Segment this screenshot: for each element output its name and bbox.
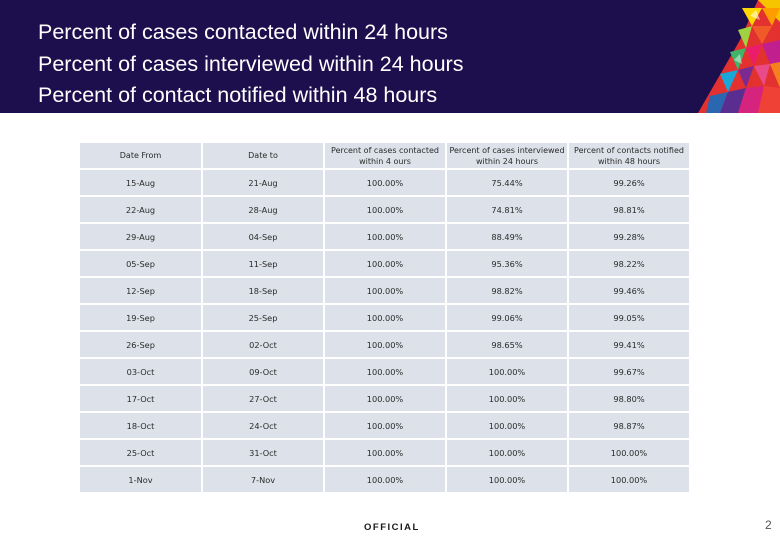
table-row	[80, 278, 689, 303]
official-label: OFFICIAL	[364, 522, 420, 533]
table-cell: 98.80%	[569, 386, 689, 411]
table-cell: 26-Sep	[80, 332, 201, 357]
table-cell: 27-Oct	[203, 386, 323, 411]
title-line-interviewed: Percent of cases interviewed within 24 hours	[38, 51, 464, 76]
table-cell: 100.00%	[447, 359, 567, 384]
table-cell: 100.00%	[569, 440, 689, 465]
table-cell: 99.41%	[569, 332, 689, 357]
table-cell: 95.36%	[447, 251, 567, 276]
table-cell: 29-Aug	[80, 224, 201, 249]
table-cell: 99.06%	[447, 305, 567, 330]
table-cell: 100.00%	[447, 467, 567, 492]
table-cell: 99.46%	[569, 278, 689, 303]
table-cell: 100.00%	[325, 440, 445, 465]
table-cell: 99.05%	[569, 305, 689, 330]
table-cell: 99.67%	[569, 359, 689, 384]
table-cell: 17-Oct	[80, 386, 201, 411]
col-contacts-notified: Percent of contacts notified within 48 hours	[569, 143, 689, 168]
table-cell: 100.00%	[325, 224, 445, 249]
colorful-mosaic-logo-icon	[680, 0, 780, 113]
table-cell: 88.49%	[447, 224, 567, 249]
page-number: 2	[765, 518, 772, 532]
table-cell: 31-Oct	[203, 440, 323, 465]
title-banner	[0, 0, 780, 113]
table-cell: 100.00%	[447, 413, 567, 438]
table-cell: 7-Nov	[203, 467, 323, 492]
table-cell: 04-Sep	[203, 224, 323, 249]
table-cell: 18-Sep	[203, 278, 323, 303]
table-cell: 100.00%	[447, 440, 567, 465]
table-cell: 03-Oct	[80, 359, 201, 384]
table-cell: 21-Aug	[203, 170, 323, 195]
table-cell: 19-Sep	[80, 305, 201, 330]
table-cell: 100.00%	[447, 386, 567, 411]
table-cell: 25-Oct	[80, 440, 201, 465]
table-cell: 74.81%	[447, 197, 567, 222]
table-cell: 100.00%	[325, 251, 445, 276]
table-row	[80, 170, 689, 195]
table-row	[80, 251, 689, 276]
table-cell: 100.00%	[325, 278, 445, 303]
table-cell: 98.22%	[569, 251, 689, 276]
table-cell: 98.65%	[447, 332, 567, 357]
table-row	[80, 467, 689, 492]
table-header-row	[80, 143, 689, 168]
table-cell: 15-Aug	[80, 170, 201, 195]
table-body	[80, 170, 689, 492]
table-cell: 12-Sep	[80, 278, 201, 303]
col-date-from: Date From	[80, 143, 201, 168]
table-row	[80, 440, 689, 465]
table-row	[80, 359, 689, 384]
table-cell: 28-Aug	[203, 197, 323, 222]
table-cell: 100.00%	[569, 467, 689, 492]
table-row	[80, 224, 689, 249]
col-cases-interviewed: Percent of cases interviewed within 24 hours	[447, 143, 567, 168]
table-cell: 100.00%	[325, 197, 445, 222]
table-cell: 24-Oct	[203, 413, 323, 438]
table-cell: 100.00%	[325, 170, 445, 195]
table-row	[80, 386, 689, 411]
table-cell: 100.00%	[325, 467, 445, 492]
table-cell: 22-Aug	[80, 197, 201, 222]
cases-percent-table	[78, 141, 691, 494]
table-cell: 11-Sep	[203, 251, 323, 276]
table-cell: 98.82%	[447, 278, 567, 303]
table-cell: 75.44%	[447, 170, 567, 195]
table-row	[80, 197, 689, 222]
table-cell: 100.00%	[325, 386, 445, 411]
col-cases-contacted: Percent of cases contacted within 4 ours	[325, 143, 445, 168]
table-cell: 100.00%	[325, 413, 445, 438]
table-row	[80, 413, 689, 438]
table-cell: 25-Sep	[203, 305, 323, 330]
table-cell: 98.81%	[569, 197, 689, 222]
title-line-notified: Percent of contact notified within 48 hours	[38, 83, 438, 107]
table-cell: 100.00%	[325, 359, 445, 384]
banner-titles	[38, 17, 463, 112]
table-cell: 18-Oct	[80, 413, 201, 438]
table-cell: 99.26%	[569, 170, 689, 195]
table-cell: 1-Nov	[80, 467, 201, 492]
col-date-to: Date to	[203, 143, 323, 168]
table-cell: 100.00%	[325, 305, 445, 330]
table-cell: 100.00%	[325, 332, 445, 357]
table-cell: 05-Sep	[80, 251, 201, 276]
table-cell: 98.87%	[569, 413, 689, 438]
title-line-contacted: Percent of cases contacted within 24 hours	[38, 20, 448, 44]
table-row	[80, 332, 689, 357]
table-cell: 09-Oct	[203, 359, 323, 384]
table-cell: 99.28%	[569, 224, 689, 249]
table-cell: 02-Oct	[203, 332, 323, 357]
table-row	[80, 305, 689, 330]
